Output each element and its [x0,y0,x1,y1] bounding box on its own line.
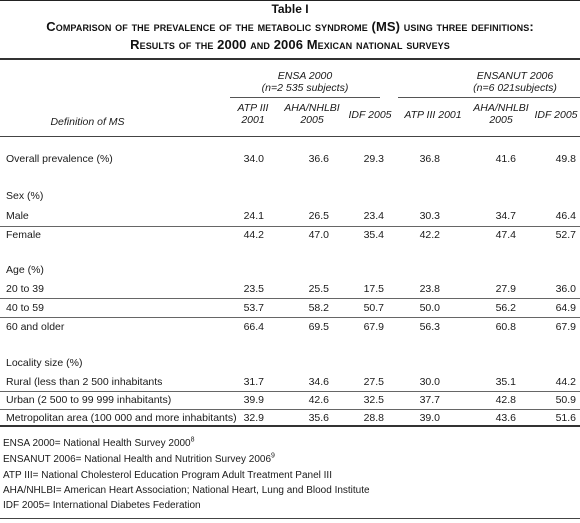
cell: 60.8 [495,321,516,333]
cell: 34.0 [243,153,264,165]
cell: 31.7 [243,376,264,388]
section-title-locality: Locality size (%) [6,357,83,369]
cell: 17.5 [363,283,384,295]
cell: 32.5 [363,394,384,406]
cell: 27.5 [363,376,384,388]
group-header-ensanut-2006 [445,70,580,94]
column-header-line: 2005 [489,114,513,126]
footnote-ensanut [3,454,275,465]
cell: 30.3 [419,210,440,222]
group-name: ENSANUT 2006 [476,70,554,82]
cell: 35.4 [363,229,384,241]
cell: 44.2 [555,376,576,388]
group-header-ensa-2000 [235,70,375,94]
cell: 35.6 [308,412,329,424]
cell: 36.0 [555,283,576,295]
footnote-ref: 9 [271,452,275,460]
cell: 42.6 [308,394,329,406]
cell: 42.2 [419,229,440,241]
row-label-overall: Overall prevalence (%) [6,153,113,165]
cell: 66.4 [243,321,264,333]
cell: 46.4 [555,210,576,222]
bottom-rule [0,518,580,519]
cell: 52.7 [555,229,576,241]
cell: 23.5 [243,283,264,295]
column-header-aha-2006 [468,102,534,126]
cell: 39.9 [243,394,264,406]
footnote-text: ENSA 2000= National Health Survey 2000 [3,438,191,449]
column-header-line: IDF 2005 [534,109,578,121]
column-header-line: IDF 2005 [348,109,392,121]
cell: 56.3 [419,321,440,333]
cell: 47.0 [308,229,329,241]
row-label-age-20-39: 20 to 39 [6,283,44,295]
column-header-atp-2000 [228,102,278,126]
cell: 43.6 [495,412,516,424]
column-header-line: 2005 [300,114,324,126]
cell: 47.4 [495,229,516,241]
column-header-aha-2000 [279,102,345,126]
row-label-rural: Rural (less than 2 500 inhabitants [6,376,163,388]
column-header-line: ATP III [237,102,269,114]
column-header-line: 2001 [241,114,265,126]
cell: 29.3 [363,153,384,165]
cell: 67.9 [555,321,576,333]
column-header-idf-2000 [345,109,395,121]
cell: 25.5 [308,283,329,295]
cell: 69.5 [308,321,329,333]
row-divider [0,409,580,410]
cell: 28.8 [363,412,384,424]
footnote-ref: 8 [190,436,195,444]
column-header-line: AHA/NHLBI [473,102,529,114]
top-rule [0,0,580,1]
cell: 50.0 [419,302,440,314]
cell: 32.9 [243,412,264,424]
footnote-idf: IDF 2005= International Diabetes Federation [3,500,201,511]
cell: 27.9 [495,283,516,295]
column-header-rule [0,136,580,137]
cell: 23.8 [419,283,440,295]
column-header-line: ATP III 2001 [404,109,462,121]
cell: 23.4 [363,210,384,222]
cell: 50.9 [555,394,576,406]
cell: 30.0 [419,376,440,388]
cell: 64.9 [555,302,576,314]
table-title-line-1: Comparison of the prevalence of the metabolic syndrome (MS) using three definitions: [46,19,534,34]
cell: 36.6 [308,153,329,165]
cell: 50.7 [363,302,384,314]
group-underline-ensa-2000 [230,97,380,98]
row-divider [0,226,580,227]
row-divider [0,317,580,318]
table-title-line-2: Results of the 2000 and 2006 Mexican national surveys [130,37,450,52]
footnote-aha: AHA/NHLBI= American Heart Association; National Heart, Lung and Blood Institute [3,485,370,496]
cell: 44.2 [243,229,264,241]
cell: 35.1 [495,376,516,388]
row-label-metropolitan: Metropolitan area (100 000 and more inhabitants) [6,412,237,424]
row-label-age-40-59: 40 to 59 [6,302,44,314]
group-sample-size: (n=2 535 subjects) [261,82,349,94]
cell: 34.6 [308,376,329,388]
cell: 49.8 [555,153,576,165]
cell: 67.9 [363,321,384,333]
row-label-age-60-plus: 60 and older [6,321,65,333]
table-number: Table I [271,2,309,16]
section-title-age: Age (%) [6,264,44,276]
footnote-atp: ATP III= National Cholesterol Education Program Adult Treatment Panel III [3,470,332,481]
cell: 39.0 [419,412,440,424]
section-title-sex: Sex (%) [6,190,44,202]
row-divider [0,391,580,392]
column-header-atp-2006 [398,109,468,121]
cell: 36.8 [419,153,440,165]
cell: 56.2 [495,302,516,314]
cell: 41.6 [495,153,516,165]
row-divider [0,298,580,299]
row-label-male: Male [6,210,29,222]
group-underline-ensanut-2006 [398,97,580,98]
footnote-text: ENSANUT 2006= National Health and Nutrition Survey 2006 [3,454,272,465]
cell: 58.2 [308,302,329,314]
column-header-idf-2006 [533,109,579,121]
cell: 42.8 [495,394,516,406]
header-rule [0,58,580,60]
column-header-line: AHA/NHLBI [284,102,340,114]
group-name: ENSA 2000 [277,70,333,82]
table-bottom-rule [0,425,580,427]
cell: 26.5 [308,210,329,222]
cell: 37.7 [419,394,440,406]
cell: 24.1 [243,210,264,222]
row-label-urban: Urban (2 500 to 99 999 inhabitants) [6,394,172,406]
group-sample-size: (n=6 021subjects) [473,82,557,94]
cell: 53.7 [243,302,264,314]
cell: 51.6 [555,412,576,424]
cell: 34.7 [495,210,516,222]
footnote-ensa [3,438,195,449]
definition-header: Definition of MS [50,116,125,128]
row-label-female: Female [6,229,42,241]
